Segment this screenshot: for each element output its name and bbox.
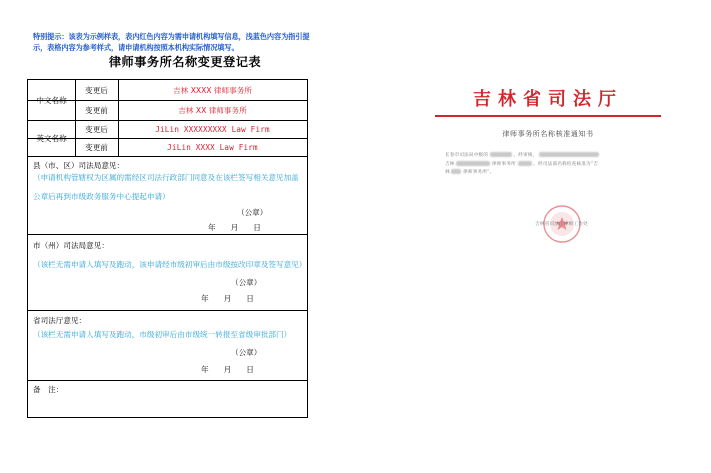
form-title: 律师事务所名称变更登记表 (108, 55, 262, 69)
official-seal-label: （公章） (231, 348, 262, 357)
letter-head-rule (435, 115, 661, 117)
letter-text: 。经司法部名称检查核准为“吉 (533, 161, 599, 167)
cn-after-label: 变更后 (85, 85, 108, 95)
approval-notice-document (435, 59, 661, 302)
month-label: 月 (230, 223, 239, 232)
letter-title: 律师事务所名称核准通知书 (502, 130, 594, 138)
letter-body-line-1 (445, 152, 655, 161)
en-name-label: 英文名称 (36, 133, 67, 143)
en-after-label: 变更后 (85, 124, 108, 134)
day-label: 日 (253, 223, 261, 232)
letter-head: 吉林省司法厅 (473, 89, 623, 110)
letter-text: 林 (445, 170, 450, 176)
city-opinion-hint: （该栏无需申请人填写及跑动，该申请经市级初审后由市级按改印章及签写意见） (33, 260, 307, 269)
notice-text: 特别提示：该表为示例样表，表内红色内容为需申请机构填写信息，浅蓝色内容为指引提示，表格内容为参考样式，请申请机构按照本机构实际情况填写。 (33, 32, 310, 52)
letter-body-line-3 (445, 169, 655, 178)
cn-name-before-value: 吉林 XX 律师事务所 (178, 105, 247, 115)
official-seal-label: （公章） (237, 208, 268, 217)
letter-text: 长春市司法局中级的 (445, 153, 489, 158)
city-opinion-label: 市（州）司法局意见： (33, 241, 109, 250)
day-label: 日 (246, 294, 254, 303)
date-row (208, 222, 276, 233)
county-opinion-label: 县（市、区）司法局意见： (33, 161, 125, 170)
province-opinion-hint: （该栏无需申请人填写及跑动，市级初审后由市级统一转报至省级审批部门） (33, 330, 292, 339)
letter-body-line-2 (445, 161, 655, 170)
cn-before-label: 变更前 (85, 105, 108, 115)
redacted-text (490, 152, 512, 157)
divider (28, 310, 307, 311)
day-label: 日 (246, 365, 254, 374)
letter-signature: 吉林省司法厅律师工作处 (535, 222, 588, 227)
year-label: 年 (201, 365, 209, 374)
redacted-text (518, 161, 532, 166)
letter-text: 吉林 (445, 161, 455, 167)
en-name-before-value: JiLin XXXX Law Firm (167, 142, 258, 152)
cn-name-after-value: 吉林 XXXX 律师事务所 (173, 85, 252, 95)
official-seal-label: （公章） (231, 278, 262, 287)
month-label: 月 (223, 365, 232, 374)
province-opinion-label: 省司法厅意见： (33, 316, 87, 325)
cn-name-label: 中文名称 (36, 95, 67, 105)
remarks-label: 备 注： (33, 385, 64, 394)
date-row (201, 364, 269, 375)
letter-body (445, 152, 655, 178)
letter-text: ，经审核， (513, 153, 538, 158)
county-opinion-hint: （申请机构管辖权为区属的需经区司法行政部门同意及在该栏签写相关意见加盖公章后再到市级政务服务中心提起申请） (33, 173, 299, 201)
divider (28, 234, 307, 235)
letter-text: 律师事务所 (491, 161, 516, 167)
month-label: 月 (223, 294, 232, 303)
en-before-label: 变更前 (85, 142, 108, 152)
redacted-text (451, 169, 461, 174)
redacted-text (539, 152, 599, 157)
divider (28, 156, 307, 157)
year-label: 年 (208, 223, 216, 232)
year-label: 年 (201, 294, 209, 303)
date-row (201, 293, 269, 304)
redacted-text (456, 161, 490, 166)
en-name-after-value: JiLin XXXXXXXXX Law Firm (155, 124, 270, 134)
letter-text: 律师事务所”。 (463, 170, 495, 176)
registration-form (27, 79, 308, 418)
divider (28, 380, 307, 381)
